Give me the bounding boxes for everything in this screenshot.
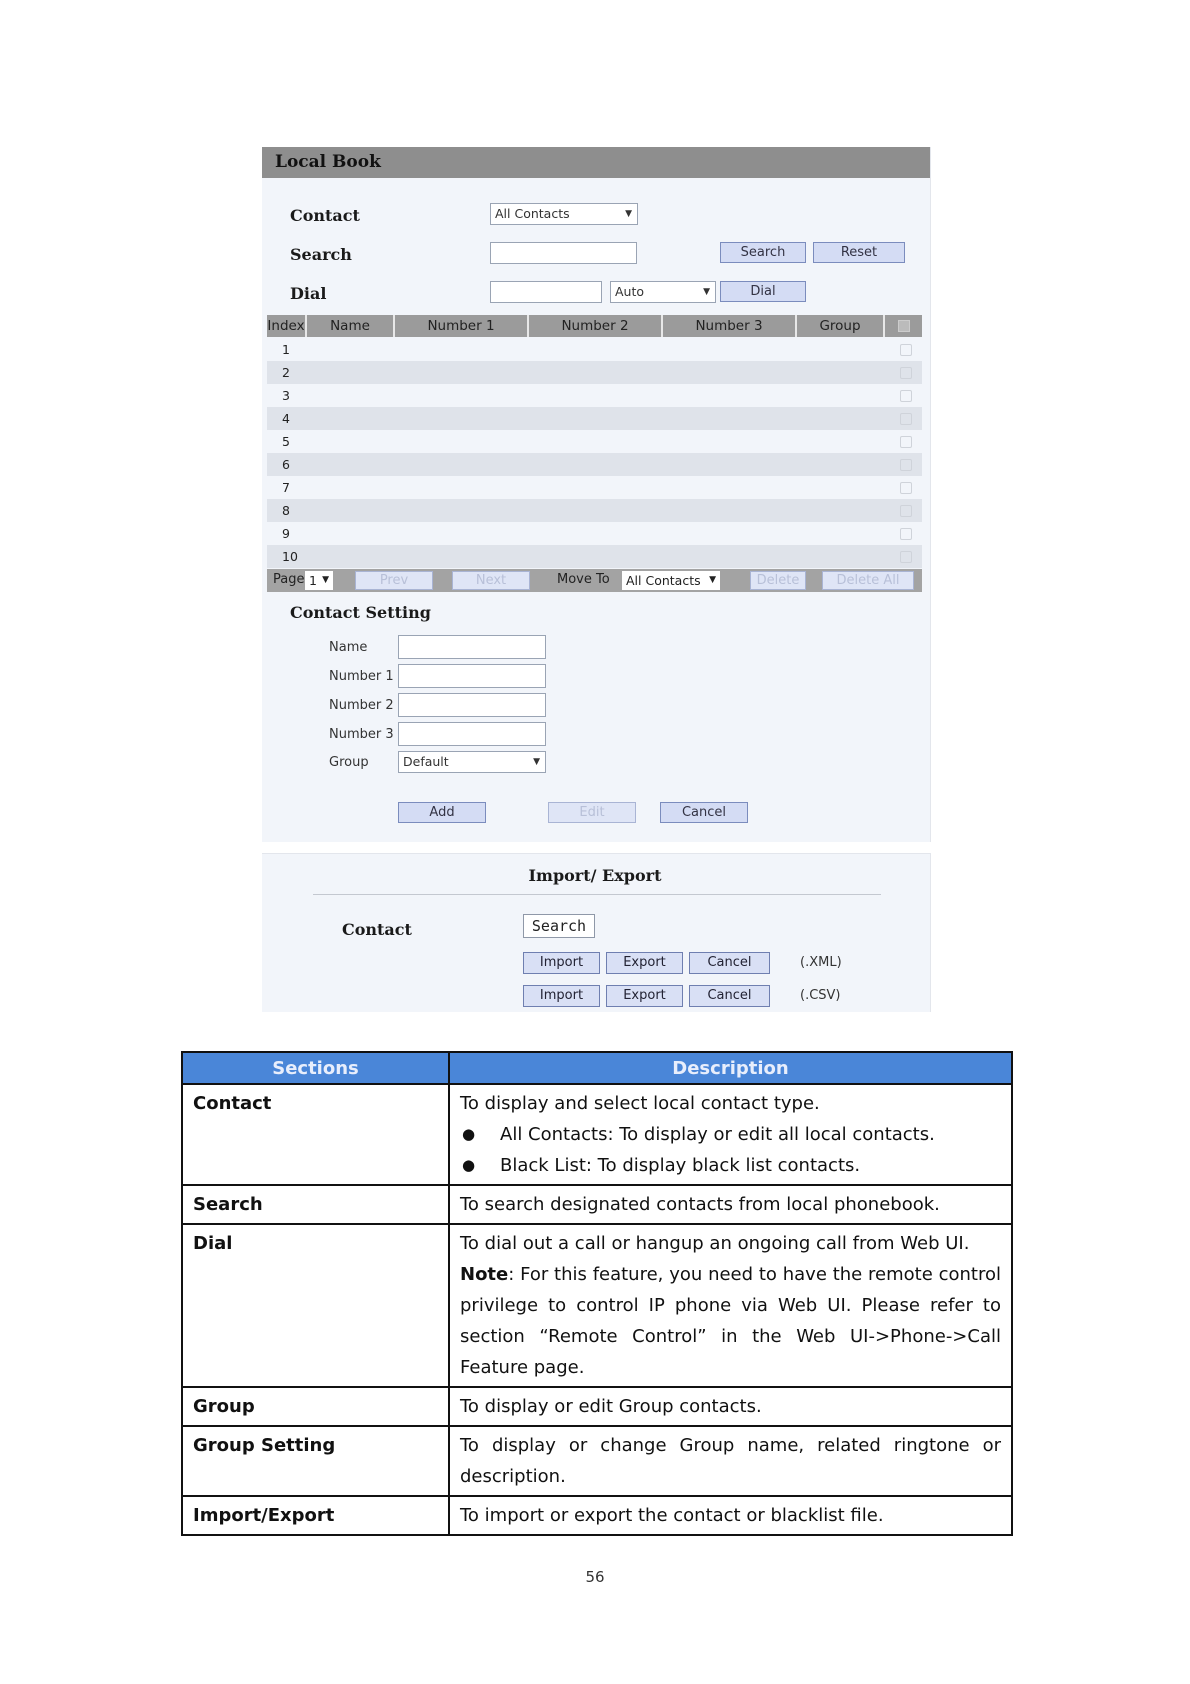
import-xml-button[interactable]: Import (523, 952, 600, 974)
row-index: 7 (282, 480, 290, 495)
note-text: : For this feature, you need to have the remote control privilege to control IP phone via Web UI. Please refer to section “Remote Control” in the Web UI->Phone->Call Feature page. (460, 1264, 1001, 1378)
contact-setting-title: Contact Setting (290, 603, 431, 622)
list-item: ● Black List: To display black list contacts. (460, 1150, 1001, 1181)
checkbox-icon[interactable] (900, 482, 912, 494)
checkbox-icon[interactable] (900, 505, 912, 517)
xml-extension-label: (.XML) (800, 955, 842, 970)
cancel-xml-button[interactable]: Cancel (689, 952, 770, 974)
dial-number-input[interactable] (490, 281, 602, 303)
row-index: 4 (282, 411, 290, 426)
csv-extension-label: (.CSV) (800, 988, 841, 1003)
edit-button[interactable]: Edit (548, 802, 636, 823)
number2-input[interactable] (398, 693, 546, 717)
description-dial (449, 1224, 1012, 1387)
table-row (182, 1084, 1012, 1185)
page-label: Page (273, 572, 305, 587)
row-index: 8 (282, 503, 290, 518)
column-header-number2[interactable]: Number 2 (529, 315, 663, 337)
cancel-button[interactable]: Cancel (660, 802, 748, 823)
row-index: 1 (282, 342, 290, 357)
reset-button[interactable]: Reset (813, 242, 905, 263)
number2-label: Number 2 (329, 698, 394, 713)
number3-label: Number 3 (329, 727, 394, 742)
contact-type-select[interactable] (490, 203, 638, 225)
table-row[interactable] (267, 476, 922, 499)
dial-mode-select[interactable] (610, 281, 716, 303)
table-row[interactable] (267, 430, 922, 453)
column-header-number1[interactable]: Number 1 (395, 315, 529, 337)
contact-label: Contact (290, 206, 360, 225)
row-index: 3 (282, 388, 290, 403)
group-label: Group (329, 755, 369, 770)
delete-button[interactable]: Delete (750, 571, 806, 590)
column-header-number3[interactable]: Number 3 (663, 315, 797, 337)
bullet-list (460, 1119, 1001, 1181)
name-input[interactable] (398, 635, 546, 659)
description-header: Description (449, 1052, 1012, 1084)
import-csv-button[interactable]: Import (523, 985, 600, 1007)
checkbox-icon[interactable] (900, 390, 912, 402)
dial-label: Dial (290, 284, 327, 303)
export-csv-button[interactable]: Export (606, 985, 683, 1007)
move-to-select[interactable] (622, 571, 720, 590)
checkbox-icon[interactable] (900, 528, 912, 540)
number3-input[interactable] (398, 722, 546, 746)
table-row[interactable] (267, 499, 922, 522)
row-index: 10 (282, 549, 298, 564)
pager-bar (267, 569, 922, 592)
name-label: Name (329, 640, 368, 655)
note-label: Note (460, 1264, 509, 1285)
table-row[interactable] (267, 545, 922, 568)
divider (313, 894, 881, 895)
import-export-title: Import/ Export (528, 866, 662, 885)
chevron-down-icon: ▼ (625, 209, 632, 219)
checkbox-icon[interactable] (900, 551, 912, 563)
section-group-setting: Group Setting (182, 1426, 449, 1496)
note-paragraph (460, 1259, 1001, 1383)
table-row[interactable] (267, 361, 922, 384)
search-button[interactable]: Search (720, 242, 806, 263)
move-to-label: Move To (557, 572, 610, 587)
dial-mode-value: Auto (615, 284, 645, 299)
sections-header: Sections (182, 1052, 449, 1084)
import-search-button[interactable]: Search (523, 914, 595, 938)
chevron-down-icon: ▼ (322, 575, 329, 585)
page-value: 1 (309, 573, 317, 588)
prev-button[interactable]: Prev (355, 571, 433, 590)
import-export-contact-label: Contact (342, 920, 412, 939)
table-row (182, 1496, 1012, 1535)
search-label: Search (290, 245, 352, 264)
description-search: To search designated contacts from local phonebook. (449, 1185, 1012, 1224)
table-row[interactable] (267, 384, 922, 407)
description-text: To display and select local contact type. (460, 1093, 820, 1114)
select-all-checkbox-icon (898, 320, 910, 332)
panel-title: Local Book (262, 147, 930, 178)
page-number: 56 (585, 1568, 605, 1586)
description-group: To display or edit Group contacts. (449, 1387, 1012, 1426)
description-contact (449, 1084, 1012, 1185)
delete-all-button[interactable]: Delete All (822, 571, 914, 590)
row-index: 2 (282, 365, 290, 380)
table-row[interactable] (267, 522, 922, 545)
column-header-select[interactable] (885, 315, 922, 337)
table-row (182, 1185, 1012, 1224)
column-header-name[interactable]: Name (307, 315, 395, 337)
description-text: To dial out a call or hangup an ongoing call from Web UI. (460, 1233, 970, 1254)
table-row[interactable] (267, 453, 922, 476)
table-row (182, 1224, 1012, 1387)
chevron-down-icon: ▼ (703, 287, 710, 297)
checkbox-icon[interactable] (900, 413, 912, 425)
export-xml-button[interactable]: Export (606, 952, 683, 974)
checkbox-icon[interactable] (900, 459, 912, 471)
move-to-value: All Contacts (626, 573, 701, 588)
table-row[interactable] (267, 407, 922, 430)
cancel-csv-button[interactable]: Cancel (689, 985, 770, 1007)
chevron-down-icon: ▼ (709, 575, 716, 585)
section-import-export: Import/Export (182, 1496, 449, 1535)
number1-label: Number 1 (329, 669, 394, 684)
sections-description-table (181, 1051, 1013, 1536)
table-row[interactable] (267, 338, 922, 361)
checkbox-icon[interactable] (900, 344, 912, 356)
description-group-setting: To display or change Group name, related ringtone or description. (449, 1426, 1012, 1496)
column-header-group[interactable]: Group (797, 315, 885, 337)
row-index: 6 (282, 457, 290, 472)
chevron-down-icon: ▼ (533, 757, 540, 767)
page-select[interactable] (305, 571, 333, 590)
description-import-export: To import or export the contact or blacklist file. (449, 1496, 1012, 1535)
group-value: Default (403, 754, 449, 769)
dial-button[interactable]: Dial (720, 281, 806, 302)
group-select[interactable] (398, 751, 546, 773)
section-dial: Dial (182, 1224, 449, 1387)
next-button[interactable]: Next (452, 571, 530, 590)
search-input[interactable] (490, 242, 637, 264)
table-row (182, 1387, 1012, 1426)
row-index: 5 (282, 434, 290, 449)
column-header-index[interactable]: Index (267, 315, 307, 337)
section-contact: Contact (182, 1084, 449, 1185)
checkbox-icon[interactable] (900, 367, 912, 379)
table-header-row (182, 1052, 1012, 1084)
section-search: Search (182, 1185, 449, 1224)
checkbox-icon[interactable] (900, 436, 912, 448)
number1-input[interactable] (398, 664, 546, 688)
row-index: 9 (282, 526, 290, 541)
add-button[interactable]: Add (398, 802, 486, 823)
section-group: Group (182, 1387, 449, 1426)
contacts-table-header (267, 315, 922, 337)
contact-type-value: All Contacts (495, 206, 570, 221)
list-item: ● All Contacts: To display or edit all local contacts. (460, 1119, 1001, 1150)
table-row (182, 1426, 1012, 1496)
